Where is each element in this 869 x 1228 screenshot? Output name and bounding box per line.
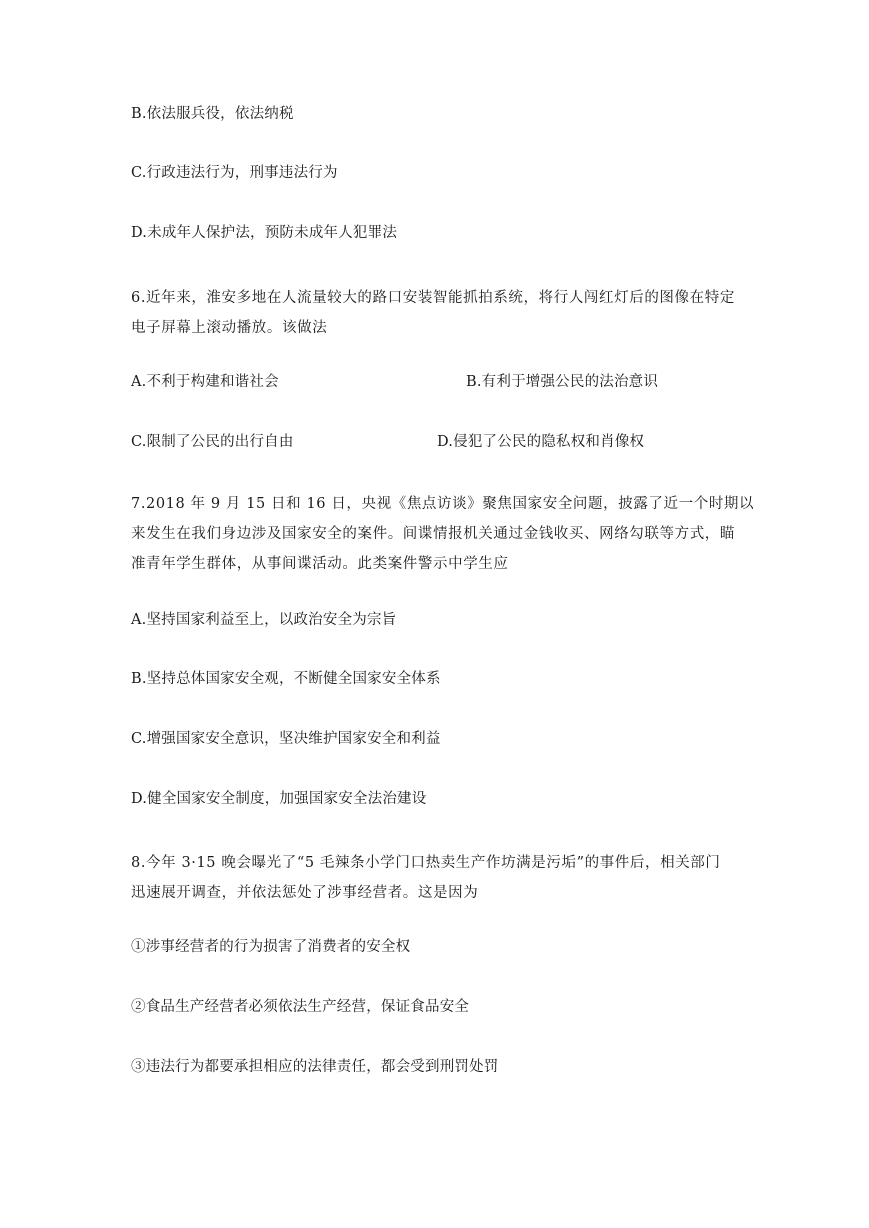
q8-statement-1: ①涉事经营者的行为损害了消费者的安全权: [131, 939, 411, 955]
q7-stem: [131, 489, 755, 579]
q7-stem-line-1: 7.2018 年 9 月 15 日和 16 日，央视《焦点访谈》聚焦国家安全问题，披露了近一个时期以: [131, 496, 755, 512]
q8-stem-line-2: 迅速展开调查，并依法惩处了涉事经营者。这是因为: [131, 885, 479, 901]
q7-option-d: D.健全国家安全制度，加强国家安全法治建设: [131, 791, 427, 807]
q8-stem-line-1: 8.今年 3·15 晚会曝光了“5 毛辣条小学门口热卖生产作坊满是污垢”的事件后，相关部门: [131, 855, 721, 871]
q8-statement-2: ②食品生产经营者必须依法生产经营，保证食品安全: [131, 999, 470, 1015]
q8-statement-3: ③违法行为都要承担相应的法律责任，都会受到刑罚处罚: [131, 1059, 499, 1075]
q8-stem: [131, 848, 743, 908]
q7-stem-line-2: 来发生在我们身边涉及国家安全的案件。间谍情报机关通过金钱收买、网络勾联等方式，瞄: [131, 526, 735, 542]
q6-stem-line-2: 电子屏幕上滚动播放。该做法: [131, 320, 328, 336]
q5-option-c: C.行政违法行为，刑事违法行为: [131, 165, 338, 181]
q6-option-b: B.有利于增强公民的法治意识: [466, 374, 659, 390]
q7-stem-line-3: 准青年学生群体，从事间谍活动。此类案件警示中学生应: [131, 556, 509, 572]
q7-option-a: A.坚持国家利益至上，以政治安全为宗旨: [131, 612, 397, 628]
q5-option-b: B.依法服兵役，依法纳税: [131, 106, 294, 122]
q5-option-d: D.未成年人保护法，预防未成年人犯罪法: [131, 225, 398, 241]
q6-option-a: A.不利于构建和谐社会: [131, 374, 279, 390]
q7-option-c: C.增强国家安全意识，坚决维护国家安全和利益: [131, 731, 441, 747]
q6-stem-line-1: 6.近年来，淮安多地在人流量较大的路口安装智能抓拍系统，将行人闯红灯后的图像在特定: [131, 290, 735, 306]
q6-stem: [131, 283, 743, 343]
q6-option-d: D.侵犯了公民的隐私权和肖像权: [437, 434, 645, 450]
q7-option-b: B.坚持总体国家安全观，不断健全国家安全体系: [131, 671, 441, 687]
q6-option-c: C.限制了公民的出行自由: [131, 434, 294, 450]
